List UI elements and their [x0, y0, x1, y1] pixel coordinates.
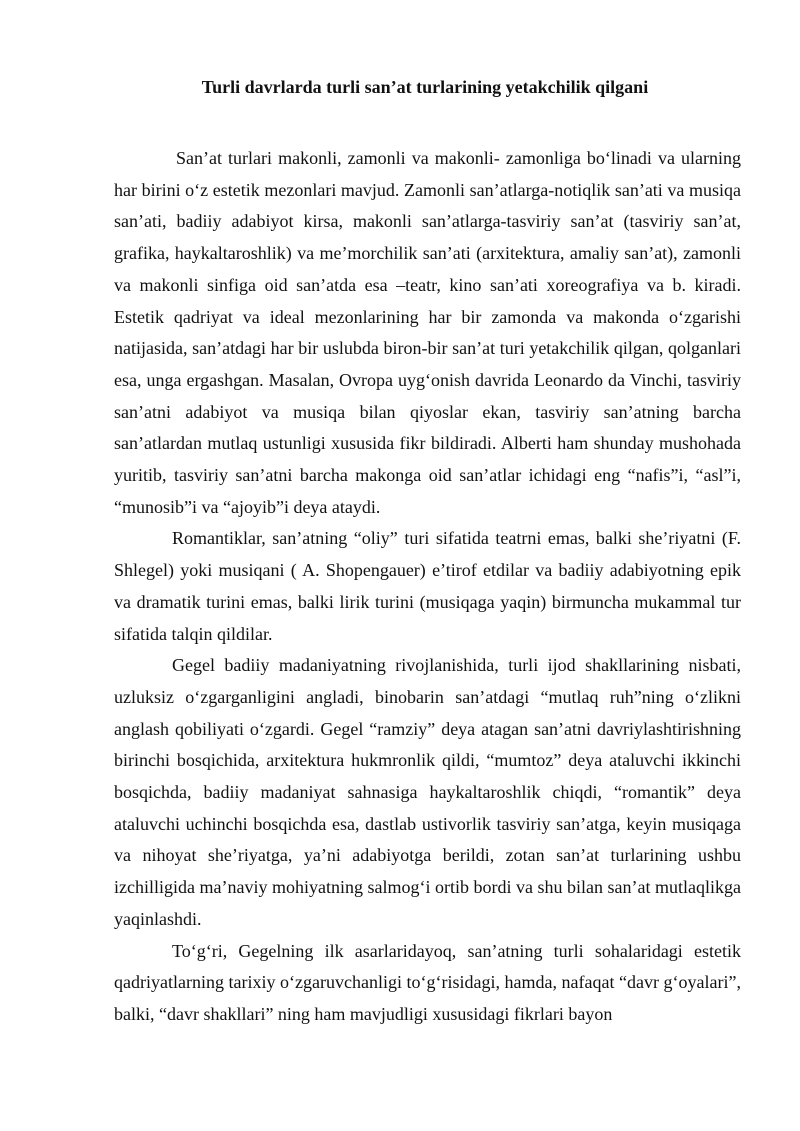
document-body [114, 143, 741, 1031]
paragraph-1: San’at turlari makonli, zamonli va makonli- zamonliga bo‘linadi va ularning har birini o‘z estetik mezonlari mavjud. Zamonli san’atlarga-notiqlik san’ati va musiqa san’ati, badiiy adabiyot kirsa, makonli san’atlarga-tasviriy san’at (tasviriy san’at, grafika, haykaltaroshlik) va me’morchilik san’ati (arxitektura, amaliy san’at), zamonli va makonli sinfiga oid san’atda esa –teatr, kino san’ati xoreografiya va b. kiradi. Estetik qadriyat va ideal mezonlarining har bir zamonda va makonda o‘zgarishi natijasida, san’atdagi har bir uslubda biron-bir san’at turi yetakchilik qilgan, qolganlari esa, unga ergashgan. Masalan, Ovropa uyg‘onish davrida Leonardo da Vinchi, tasviriy san’atni adabiyot va musiqa bilan qiyoslar ekan, tasviriy san’atning barcha san’atlardan mutlaq ustunligi xususida fikr bildiradi. Alberti ham shunday mushohada yuritib, tasviriy san’atni barcha makonga oid san’atlar ichidagi eng “nafis”i, “asl”i, “munosib”i va “ajoyib”i deya ataydi. [114, 148, 741, 517]
paragraph-3: Gegel badiiy madaniyatning rivojlanishida, turli ijod shakllarining nisbati, uzluksiz o‘zgarganligini angladi, binobarin san’atdagi “mutlaq ruh”ning o‘zlikni anglash qobiliyati o‘zgardi. Gegel “ramziy” deya atagan san’atni davriylashtirishning birinchi bosqichida, arxitektura hukmronlik qildi, “mumtoz” deya ataluvchi ikkinchi bosqichda, badiiy madaniyat sahnasiga haykaltaroshlik chiqdi, “romantik” deya ataluvchi uchinchi bosqichda esa, dastlab ustivorlik tasviriy san’atga, keyin musiqaga va nihoyat she’riyatga, ya’ni adabiyotga berildi, zotan san’at turlarining ushbu izchilligida ma’naviy mohiyatning salmog‘i ortib bordi va shu bilan san’at mutlaqlikga yaqinlashdi. [114, 655, 741, 929]
paragraph-2: Romantiklar, san’atning “oliy” turi sifatida teatrni emas, balki she’riyatni (F. Shlegel) yoki musiqani ( A. Shopengauer) e’tirof etdilar va badiiy adabiyotning epik va dramatik turini emas, balki lirik turini (musiqaga yaqin) birmuncha mukammal tur sifatida talqin qildilar. [114, 528, 741, 644]
page-title: Turli davrlarda turli san’at turlarining yetakchilik qilgani [201, 77, 649, 97]
paragraph-4: To‘g‘ri, Gegelning ilk asarlaridayoq, san’atning turli sohalaridagi estetik qadriyatlarning tarixiy o‘zgaruvchanligi to‘g‘risidagi, hamda, nafaqat “davr g‘oyalari”, balki, “davr shakllari” ning ham mavjudligi xususidagi fikrlari bayon [114, 940, 741, 1024]
